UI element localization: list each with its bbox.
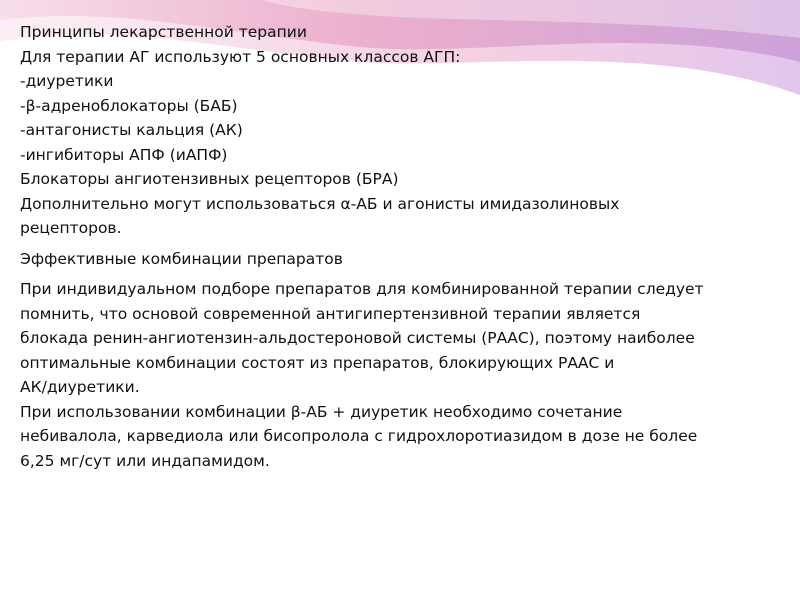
class-item: -β-адреноблокаторы (БАБ): [20, 96, 238, 115]
combinations-heading-block: [20, 247, 780, 272]
intro-line: Для терапии АГ используют 5 основных классов АГП:: [20, 47, 461, 66]
combinations-line: блокада ренин-ангиотензин-альдостероновой системы (РААС), поэтому наиболее: [20, 329, 695, 347]
combinations-line: помнить, что основой современной антигипертензивной терапии является: [20, 304, 641, 323]
principles-section: [20, 20, 780, 241]
additional-line: Дополнительно могут использоваться α-АБ и агонисты имидазолиновых: [20, 194, 620, 213]
combinations-line: оптимальные комбинации состоят из препаратов, блокирующих РААС и: [20, 353, 615, 372]
combinations-line: 6,25 мг/сут или индапамидом.: [20, 451, 270, 470]
combinations-line: При индивидуальном подборе препаратов для комбинированной терапии следует: [20, 280, 704, 298]
class-item: -диуретики: [20, 72, 114, 90]
combinations-line: При использовании комбинации β-АБ + диуретик необходимо сочетание: [20, 402, 623, 421]
heading: Принципы лекарственной терапии: [20, 23, 307, 41]
combinations-heading: Эффективные комбинации препаратов: [20, 249, 343, 268]
combinations-line: АК/диуретики.: [20, 378, 140, 396]
class-item: -антагонисты кальция (АК): [20, 121, 243, 139]
class-item: Блокаторы ангиотензивных рецепторов (БРА): [20, 170, 399, 188]
combinations-line: небивалола, карведиола или бисопролола с гидрохлоротиазидом в дозе не более: [20, 427, 698, 445]
class-item: -ингибиторы АПФ (иАПФ): [20, 145, 228, 164]
content-text: [20, 20, 780, 473]
combinations-section: [20, 277, 780, 473]
additional-line: рецепторов.: [20, 219, 122, 237]
